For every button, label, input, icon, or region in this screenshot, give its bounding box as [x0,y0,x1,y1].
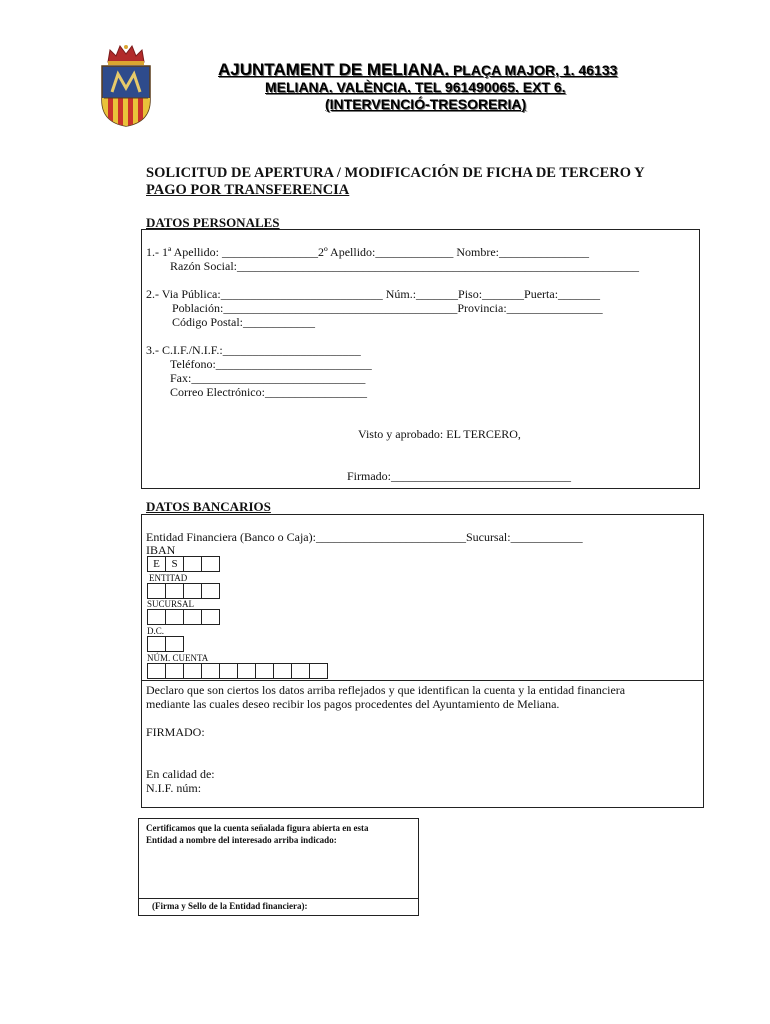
account-number-cells [148,663,328,679]
entity-code-cell[interactable] [183,583,202,599]
iban-label: IBAN [146,543,176,557]
branch-code-cells [148,609,220,625]
nif-number-label[interactable]: N.I.F. núm: [146,781,202,795]
iban-cell[interactable]: S [165,556,184,572]
header-address: PLAÇA MAJOR, 1. 46133 [449,62,618,78]
surname-name-line[interactable]: 1.- 1ª Apellido: ________________2º Apellido:_____________ Nombre:_______________ [146,245,590,259]
certification-line-1: Certificamos que la cuenta señalada figura abierta en esta [146,823,369,833]
street-line[interactable]: 2.- Via Pública:___________________________ Núm.:_______Piso:_______Puerta:_______ [146,287,601,301]
town-province-line[interactable]: Población:_______________________________________Provincia:________________ [172,301,603,315]
account-number-label: NÚM. CUENTA [147,653,209,663]
form-title-line-1: SOLICITUD DE APERTURA / MODIFICACIÓN DE FICHA DE TERCERO Y [146,165,645,181]
header-line-3: (INTERVENCIÓ-TRESORERIA) [325,96,527,112]
iban-cell[interactable] [201,556,220,572]
phone-line[interactable]: Teléfono:__________________________ [170,357,372,371]
section-heading-bank: DATOS BANCARIOS [146,499,271,514]
email-line[interactable]: Correo Electrónico:_________________ [170,385,367,399]
account-number-cell[interactable] [183,663,202,679]
capacity-label[interactable]: En calidad de: [146,767,215,781]
header-town-name: AJUNTAMENT DE MELIANA. [218,60,450,79]
entity-code-cell[interactable] [201,583,220,599]
branch-code-cell[interactable] [201,609,220,625]
entity-code-cell[interactable] [147,583,166,599]
entity-code-label: ENTITAD [149,573,188,583]
iban-cells [148,556,220,572]
third-party-signature-line[interactable]: Firmado:______________________________ [347,469,571,483]
iban-cell[interactable]: E [147,556,166,572]
account-number-cell[interactable] [291,663,310,679]
bank-entity-line[interactable]: Entidad Financiera (Banco o Caja):_________________________Sucursal:____________ [146,530,583,544]
fax-line[interactable]: Fax:_____________________________ [170,371,366,385]
form-title-line-2: PAGO POR TRANSFERENCIA [146,182,350,198]
account-number-cell[interactable] [237,663,256,679]
section-heading-personal: DATOS PERSONALES [146,215,280,230]
account-number-cell[interactable] [219,663,238,679]
dc-cells [148,636,184,652]
branch-code-cell[interactable] [183,609,202,625]
account-number-cell[interactable] [309,663,328,679]
approved-label: Visto y aprobado: EL TERCERO, [358,427,521,441]
branch-code-cell[interactable] [165,609,184,625]
dc-cell[interactable] [165,636,184,652]
account-number-cell[interactable] [255,663,274,679]
certification-divider [138,898,419,899]
account-number-cell[interactable] [165,663,184,679]
branch-code-label: SUCURSAL [147,599,195,609]
entity-code-cells [148,583,220,599]
account-number-cell[interactable] [147,663,166,679]
dc-label: D.C. [147,626,165,636]
postal-code-line[interactable]: Código Postal:____________ [172,315,316,329]
declaration-line-1: Declaro que son ciertos los datos arriba reflejados y que identifican la cuenta y la entidad financiera [146,683,626,697]
declaration-signed-label: FIRMADO: [146,725,205,739]
bank-stamp-label: (Firma y Sello de la Entidad financiera): [152,901,308,911]
account-number-cell[interactable] [273,663,292,679]
company-name-line[interactable]: Razón Social:___________________________________________________________________ [170,259,639,273]
dc-cell[interactable] [147,636,166,652]
certification-line-2: Entidad a nombre del interesado arriba indicado: [146,835,337,845]
account-number-cell[interactable] [201,663,220,679]
cif-nif-line[interactable]: 3.- C.I.F./N.I.F.:_______________________ [146,343,361,357]
meliana-coat-of-arms-icon [98,42,154,128]
header-line-2: MELIANA. VALÈNCIA. TEL 961490065. EXT 6. [265,79,566,95]
entity-code-cell[interactable] [165,583,184,599]
declaration-line-2: mediante las cuales deseo recibir los pagos procedentes del Ayuntamiento de Meliana. [146,697,560,711]
header-line-1 [218,60,617,80]
branch-code-cell[interactable] [147,609,166,625]
iban-cell[interactable] [183,556,202,572]
